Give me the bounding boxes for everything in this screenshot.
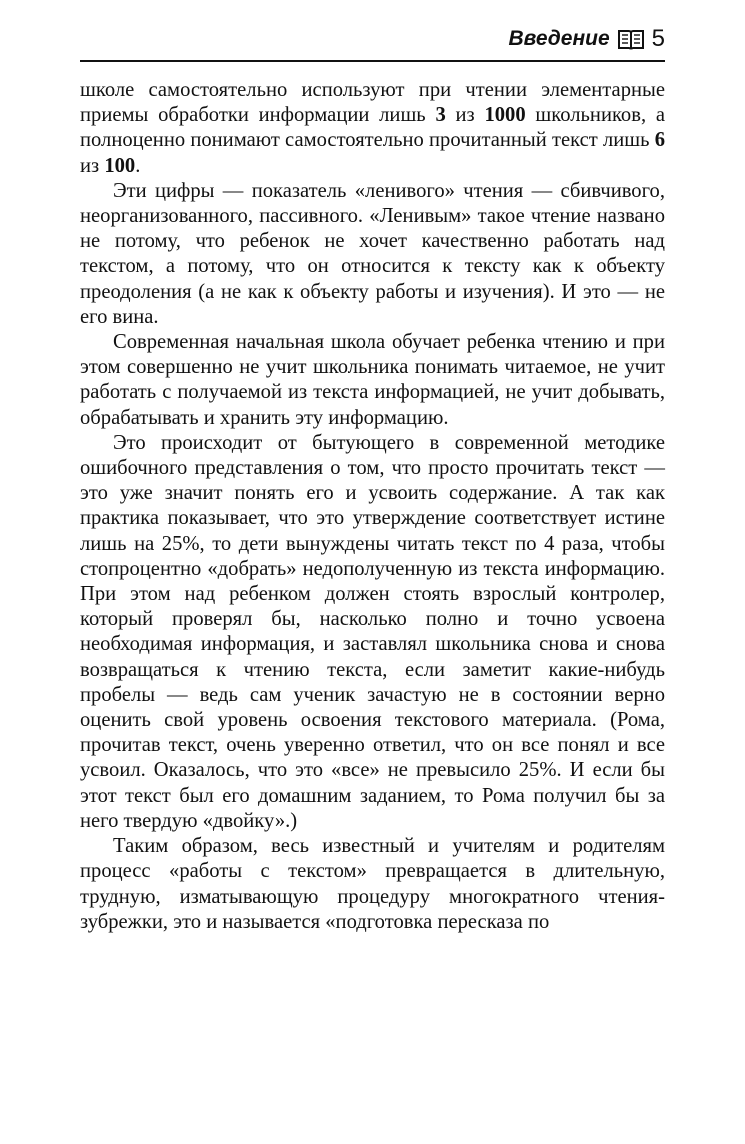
paragraph-5: Таким образом, весь известный и учителям и родителям процесс «работы с текстом» превращается в длительную, трудную, изматывающую процедуру многократного чтения-зубрежки, это и называется «подготовка пересказа по	[80, 835, 665, 933]
paragraph-1: школе самостоятельно используют при чтении элементарные приемы обработки информации лишь 3 из 1000 школьников, а полноценно понимают самостоятельно прочитанный текст лишь 6 из 100.	[80, 79, 665, 177]
page-number: 5	[651, 25, 665, 52]
paragraph-2: Эти цифры — показатель «ленивого» чтения — сбивчивого, неорганизованного, пассивного. «Ленивым» такое чтение названо не потому, что ребенок не хочет качественно работать над текстом, а потому, что он относится к тексту как к объекту преодоления (а не как к объекту работы и изучения). И это — не его вина.	[80, 179, 665, 328]
body-text	[80, 78, 665, 935]
header-rule	[80, 60, 665, 62]
section-title: Введение	[508, 27, 610, 50]
paragraph-3: Современная начальная школа обучает ребенка чтению и при этом совершенно не учит школьника понимать читаемое, не учит работать с получаемой из текста информацией, не учит добывать, обрабатывать и хранить эту информацию.	[80, 331, 665, 429]
stat-number: 3	[435, 104, 446, 127]
paragraph-4: Это происходит от бытующего в современной методике ошибочного представления о том, что просто прочитать текст — это уже значит понять его и усвоить содержание. А так как практика показывает, что это утверждение соответствует истине лишь на 25%, то дети вынуждены читать текст по 4 раза, чтобы стопроцентно «добрать» недополученную из текста информацию. При этом над ребенком должен стоять взрослый контролер, который проверял бы, насколько полно и точно усвоена необходимая информация, и заставлял школьника снова и снова возвращаться к чтению текста, если заметит какие-нибудь пробелы — ведь сам ученик зачастую не в состоянии верно оценить свой уровень освоения текстового материала. (Рома, прочитав текст, очень уверенно ответил, что он все понял и все усвоил. Оказалось, что это «все» не превысило 25%. И если бы этот текст был его домашним заданием, то Рома получил бы за него твердую «двойку».)	[80, 431, 665, 832]
stat-number: 6	[654, 129, 665, 152]
book-icon	[618, 28, 644, 50]
running-header	[509, 26, 665, 52]
stat-number: 100	[104, 154, 136, 177]
stat-number: 1000	[484, 104, 526, 127]
